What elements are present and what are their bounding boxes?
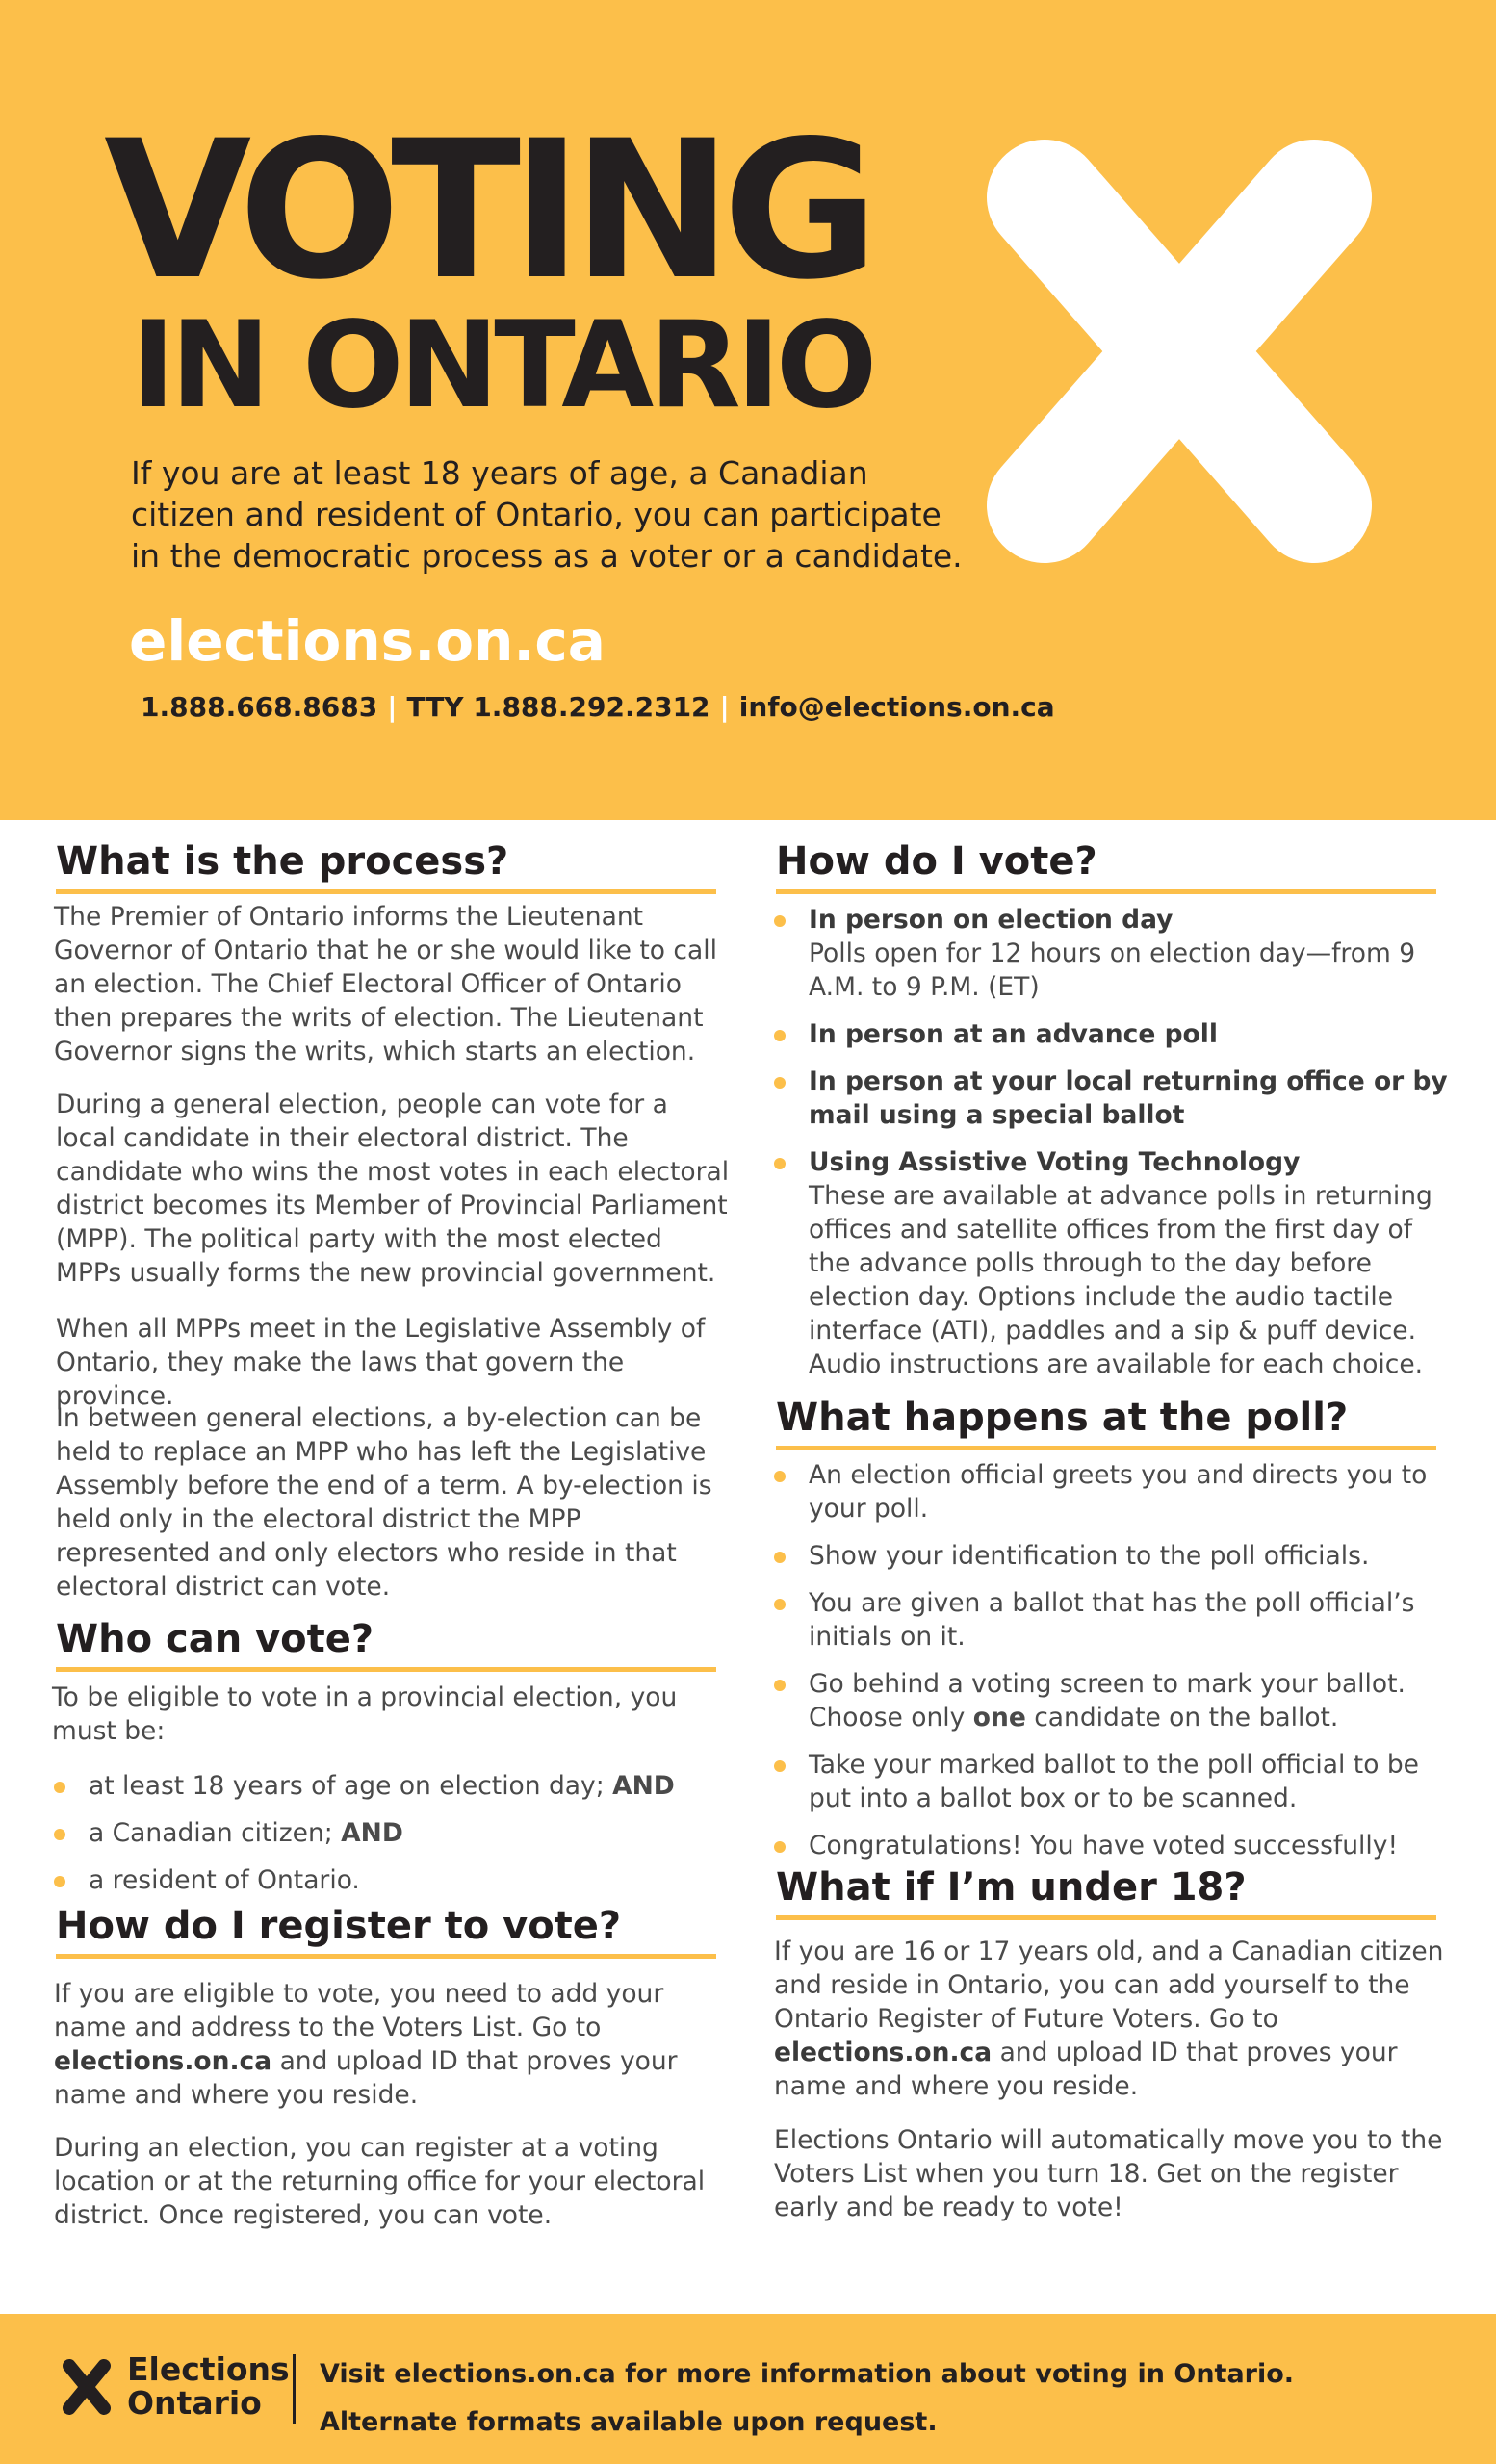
bullet-icon (774, 1030, 786, 1041)
bullet-icon (54, 1782, 65, 1793)
bullet-icon (774, 915, 786, 927)
list-item: Go behind a voting screen to mark your ballot. Choose only one candidate on the ballot. (774, 1667, 1448, 1734)
bullet-icon (774, 1077, 786, 1089)
hero-banner (0, 0, 1496, 820)
list-item: a Canadian citizen; AND (54, 1816, 728, 1850)
bullet-icon (774, 1760, 786, 1772)
bullet-icon (774, 1158, 786, 1169)
title-in-ontario: IN ONTARIO (131, 296, 873, 435)
list-item: a resident of Ontario. (54, 1863, 728, 1897)
process-paragraph-4: In between general elections, a by-election can be held to replace an MPP who has left the Legislative Assembly before the end of a term. A by-election is held only in the electoral district the MPP represented and only electors who reside in that electoral district can vote. (56, 1403, 712, 1602)
list-item: Using Assistive Voting Technology These are available at advance polls in returning offices and satellite offices from the first day of the advance polls through to the day before election day. Options include the audio tactile interface (ATI), paddles and a sip & puff device. Audio instructions are available for each choice. (774, 1145, 1448, 1381)
process-heading: What is the process? (56, 839, 716, 894)
bullet-icon (774, 1552, 786, 1563)
footer-line-2: Alternate formats available upon request. (320, 2407, 938, 2437)
footer-divider (293, 2354, 296, 2424)
phone-number[interactable]: 1.888.668.8683 (141, 691, 378, 723)
bullet-icon (54, 1829, 65, 1840)
poll-steps-list (774, 1458, 1448, 1876)
bullet-icon (54, 1876, 65, 1887)
under18-heading: What if I’m under 18? (776, 1865, 1436, 1920)
contact-line (141, 691, 1055, 723)
list-item: In person at an advance poll (774, 1017, 1448, 1051)
process-paragraph-2: During a general election, people can vote for a local candidate in their electoral district. The candidate who wins the most votes in each electoral district becomes its Member of Provincial Parliament (MPP). The political party with the most elected MPPs usually forms the new provincial government. (56, 1090, 730, 1288)
footer-line-1: Visit elections.on.ca for more information about voting in Ontario. (320, 2359, 1295, 2389)
register-paragraph-2: During an election, you can register at a voting location or at the returning office for your electoral district. Once registered, you can vote. (54, 2133, 706, 2230)
intro-text: If you are at least 18 years of age, a Canadian citizen and resident of Ontario, you can participate in the democratic process as a voter or a candidate. (131, 454, 963, 575)
list-item: In person at your local returning office or by mail using a special ballot (774, 1065, 1448, 1132)
bullet-icon (774, 1680, 786, 1691)
tty-number[interactable]: TTY 1.888.292.2312 (406, 691, 710, 723)
bullet-icon (774, 1841, 786, 1853)
bullet-icon (774, 1471, 786, 1482)
list-item: In person on election day Polls open for 12 hours on election day—from 9 A.M. to 9 P.M. (ET) (774, 903, 1448, 1004)
register-heading: How do I register to vote? (56, 1904, 716, 1959)
ballot-x-icon (972, 125, 1386, 578)
who-heading: Who can vote? (56, 1617, 716, 1672)
website-link[interactable]: elections.on.ca (54, 2046, 272, 2076)
process-paragraph-3: When all MPPs meet in the Legislative Assembly of Ontario, they make the laws that govern the province. (56, 1314, 706, 1411)
list-item: at least 18 years of age on election day; AND (54, 1769, 728, 1803)
separator: | (387, 691, 398, 723)
eligibility-list (54, 1769, 728, 1911)
footer-bar (0, 2314, 1496, 2464)
list-item: Take your marked ballot to the poll official to be put into a ballot box or to be scanned. (774, 1748, 1448, 1815)
website-link[interactable]: elections.on.ca (129, 608, 606, 674)
list-item: An election official greets you and directs you to your poll. (774, 1458, 1448, 1526)
footer-text (320, 2350, 1294, 2447)
voting-methods-list (774, 903, 1448, 1395)
list-item: Show your identification to the poll officials. (774, 1539, 1448, 1573)
separator: | (719, 691, 730, 723)
register-paragraph-1: If you are eligible to vote, you need to add your name and address to the Voters List. Go to elections.on.ca and upload ID that proves your name and where you reside. (54, 1979, 678, 2110)
poll-heading: What happens at the poll? (776, 1396, 1436, 1450)
who-intro: To be eligible to vote in a provincial election, you must be: (52, 1682, 678, 1746)
elections-ontario-logo-icon (60, 2356, 114, 2418)
email-link[interactable]: info@elections.on.ca (738, 691, 1055, 723)
title-voting: VOTING (104, 99, 870, 321)
website-link[interactable]: elections.on.ca (774, 2038, 993, 2067)
under18-paragraph-1: If you are 16 or 17 years old, and a Canadian citizen and reside in Ontario, you can add yourself to the Ontario Register of Future Voters. Go to elections.on.ca and upload ID that proves your name and where you reside. (774, 1937, 1444, 2101)
how-heading: How do I vote? (776, 839, 1436, 894)
process-paragraph-1: The Premier of Ontario informs the Lieutenant Governor of Ontario that he or she would like to call an election. The Chief Electoral Officer of Ontario then prepares the writs of election. The Lieutenant Governor signs the writs, which starts an election. (54, 902, 717, 1066)
bullet-icon (774, 1599, 786, 1610)
list-item: Congratulations! You have voted successfully! (774, 1829, 1448, 1862)
list-item: You are given a ballot that has the poll official’s initials on it. (774, 1586, 1448, 1654)
footer-brand: Elections Ontario (127, 2350, 290, 2422)
under18-paragraph-2: Elections Ontario will automatically move you to the Voters List when you turn 18. Get on the register early and be ready to vote! (774, 2125, 1443, 2222)
